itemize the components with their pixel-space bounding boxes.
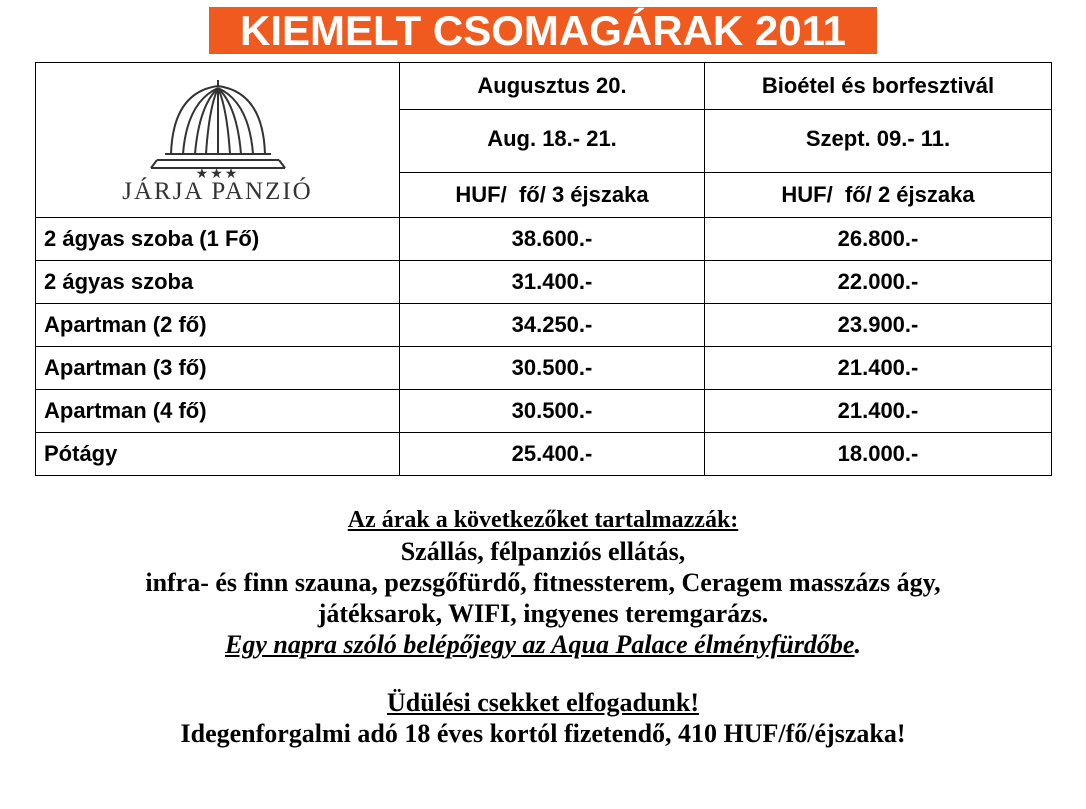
table-row	[36, 304, 1052, 347]
col1-unit: HUF/ fő/ 3 éjszaka	[400, 173, 705, 218]
col2-unit: HUF/ fő/ 2 éjszaka	[705, 173, 1052, 218]
logo-stars: ★★★	[195, 166, 240, 182]
notes-line-amenities: infra- és finn szauna, pezsgőfürdő, fitnessterem, Ceragem masszázs ágy,	[145, 568, 941, 597]
col2-event: Bioétel és borfesztivál	[705, 63, 1052, 110]
logo-cell	[36, 63, 400, 218]
row-label: Apartman (4 fő)	[36, 390, 400, 433]
row-price-col1: 30.500.-	[400, 390, 705, 433]
row-label: Apartman (3 fő)	[36, 347, 400, 390]
logo-name: JÁRJA PANZIÓ	[122, 178, 313, 205]
row-price-col1: 25.400.-	[400, 433, 705, 476]
spa-ticket-text: Egy napra szóló belépőjegy az Aqua Palace élményfürdőbe	[225, 630, 855, 659]
notes-voucher: Üdülési csekket elfogadunk!	[386, 688, 700, 717]
row-price-col2: 26.800.-	[705, 218, 1052, 261]
table-row	[36, 261, 1052, 304]
row-label: 2 ágyas szoba	[36, 261, 400, 304]
notes-heading: Az árak a következőket tartalmazzák:	[347, 507, 739, 533]
header-row-event	[36, 63, 1052, 110]
col1-event: Augusztus 20.	[400, 63, 705, 110]
row-price-col1: 34.250.-	[400, 304, 705, 347]
row-price-col1: 38.600.-	[400, 218, 705, 261]
row-label: 2 ágyas szoba (1 Fő)	[36, 218, 400, 261]
notes-line-extras: játéksarok, WIFI, ingyenes teremgarázs.	[317, 599, 769, 628]
row-price-col1: 30.500.-	[400, 347, 705, 390]
row-label: Apartman (2 fő)	[36, 304, 400, 347]
col2-dates: Szept. 09.- 11.	[705, 110, 1052, 173]
notes-line-spa-ticket	[0, 629, 1086, 660]
notes-line-accommodation: Szállás, félpanziós ellátás,	[400, 537, 686, 566]
row-price-col2: 21.400.-	[705, 347, 1052, 390]
page-title: KIEMELT CSOMAGÁRAK 2011	[209, 7, 877, 54]
row-price-col2: 23.900.-	[705, 304, 1052, 347]
row-price-col2: 22.000.-	[705, 261, 1052, 304]
row-price-col2: 18.000.-	[705, 433, 1052, 476]
notes-tourist-tax: Idegenforgalmi adó 18 éves kortól fizetendő, 410 HUF/fő/éjszaka!	[180, 719, 906, 748]
price-table	[35, 62, 1052, 476]
notes-spacer	[0, 660, 1086, 687]
col1-dates: Aug. 18.- 21.	[400, 110, 705, 173]
table-row	[36, 218, 1052, 261]
row-price-col2: 21.400.-	[705, 390, 1052, 433]
table-row	[36, 347, 1052, 390]
row-price-col1: 31.400.-	[400, 261, 705, 304]
package-notes	[0, 505, 1086, 749]
table-row	[36, 433, 1052, 476]
spa-ticket-period: .	[854, 630, 861, 659]
table-row	[36, 390, 1052, 433]
row-label: Pótágy	[36, 433, 400, 476]
